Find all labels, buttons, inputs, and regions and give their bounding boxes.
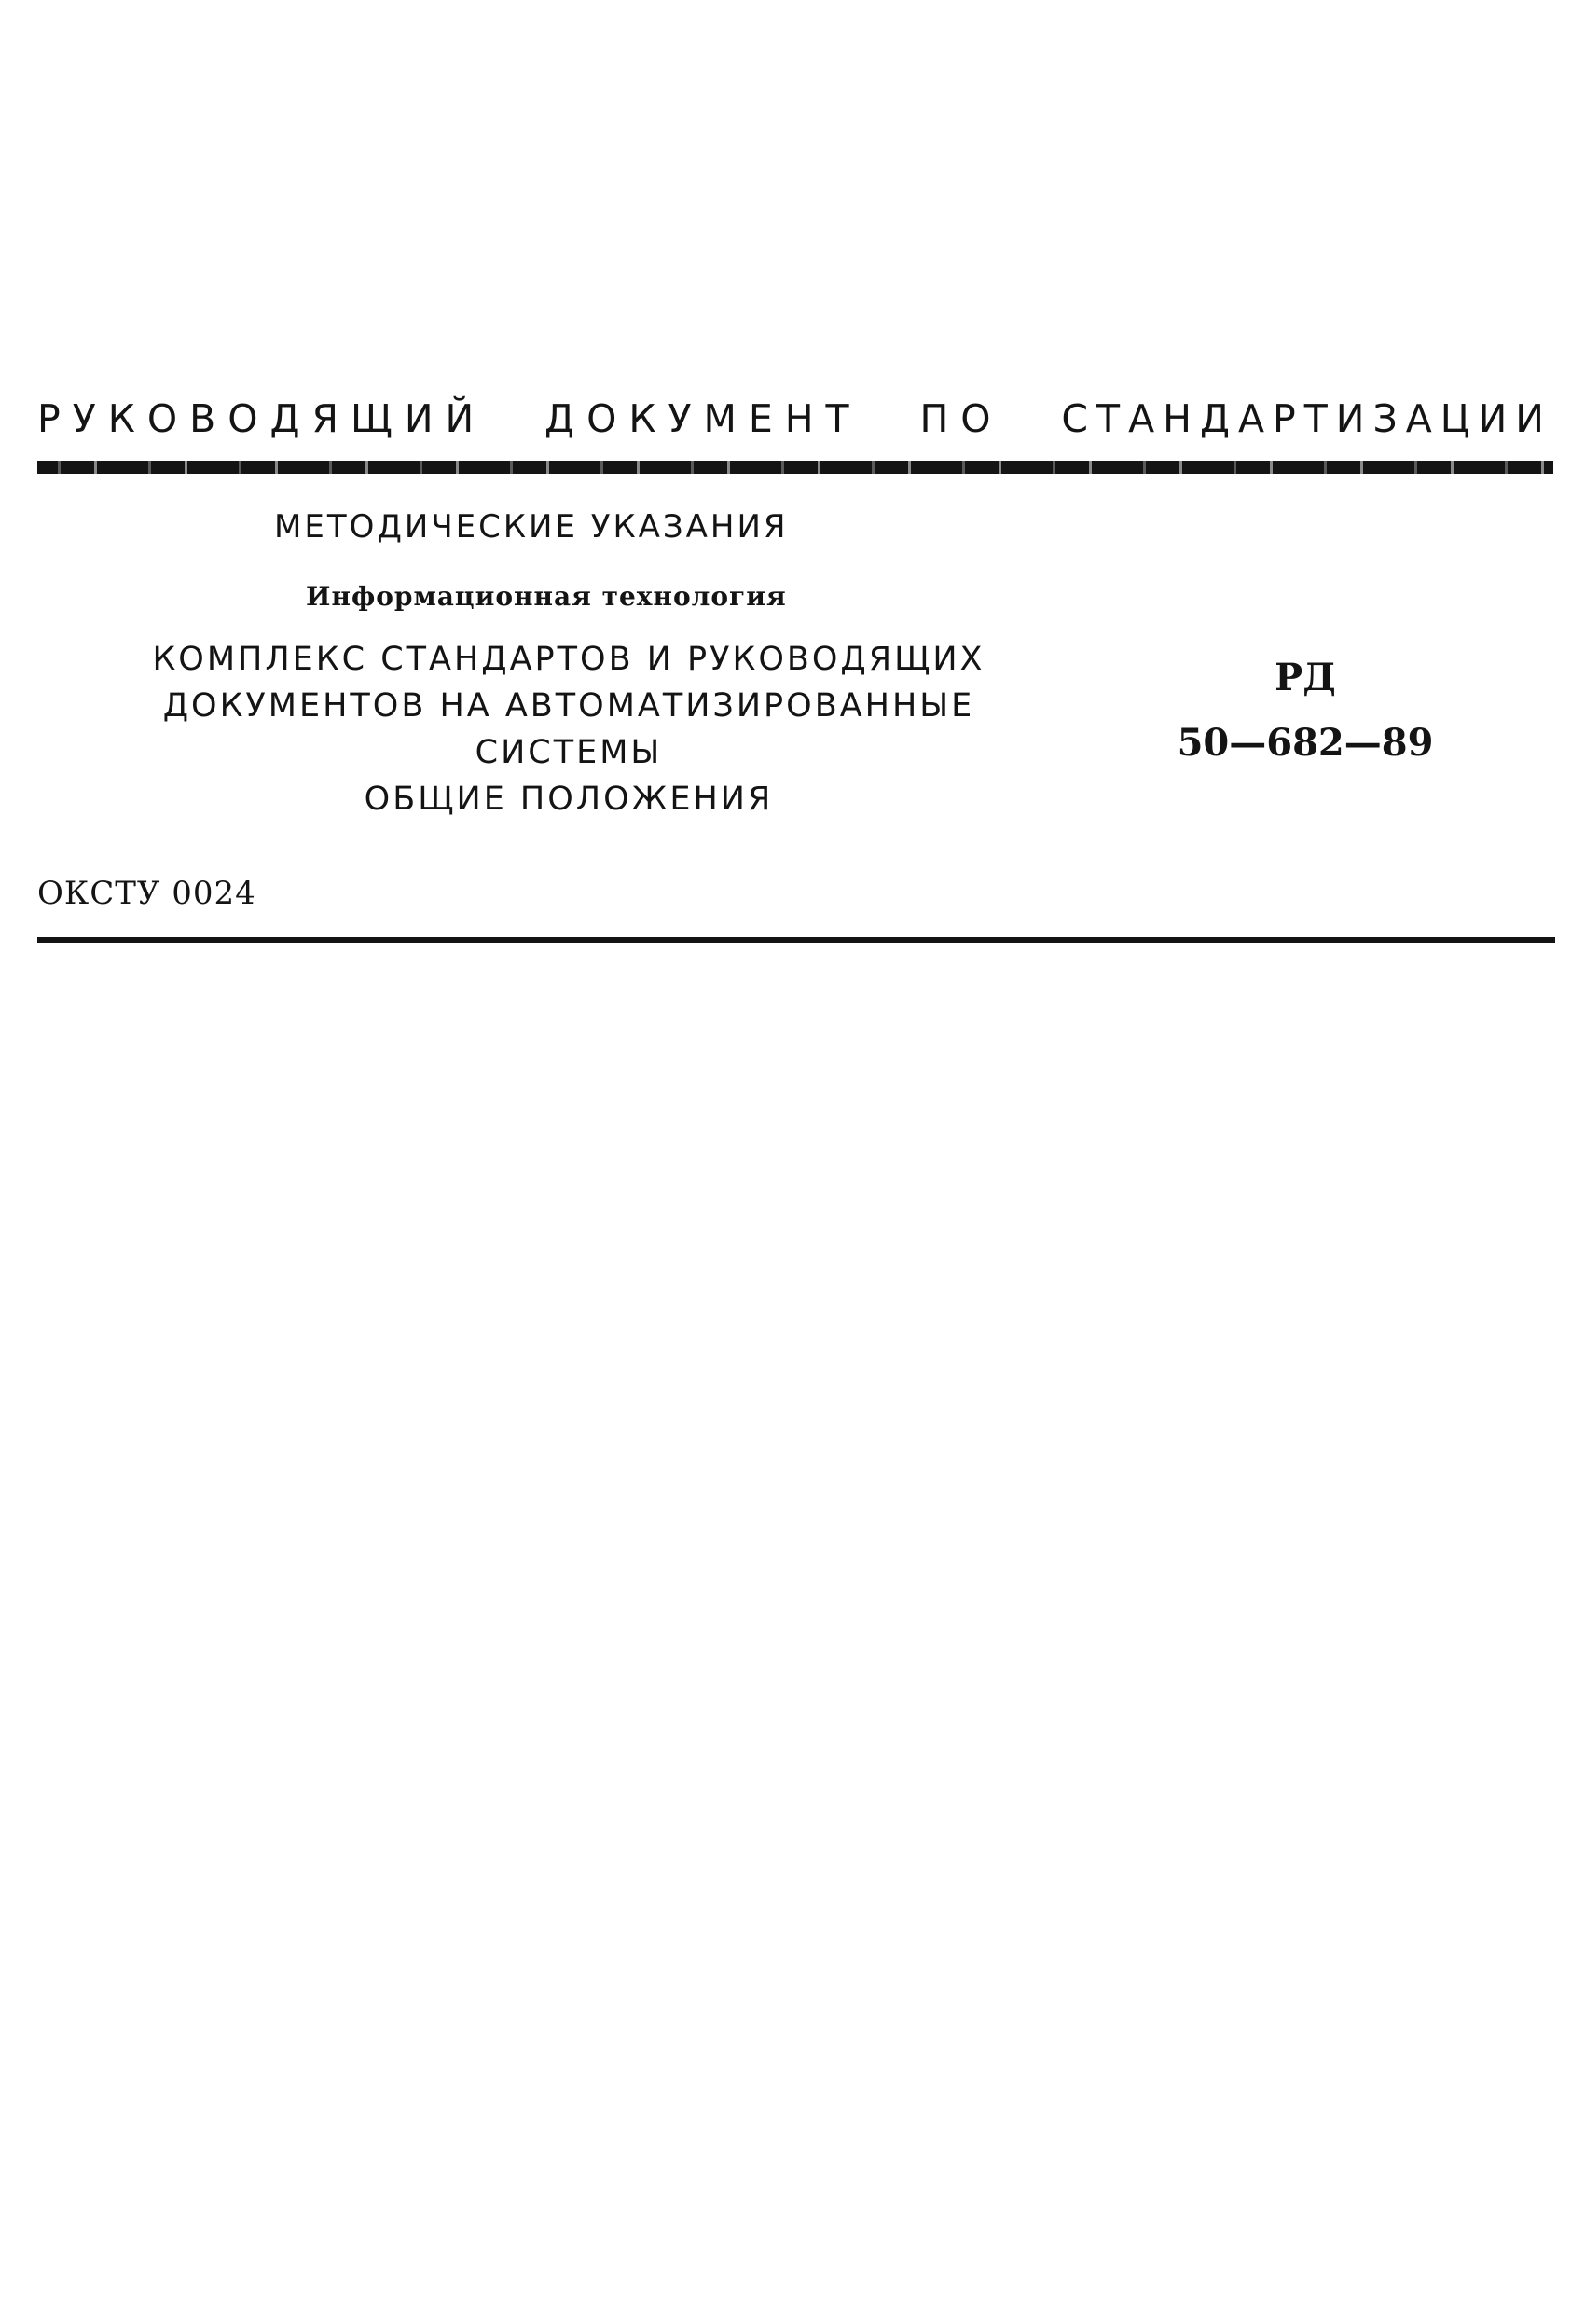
series-header-word: РУКОВОДЯЩИЙ bbox=[37, 396, 487, 441]
document-title bbox=[65, 636, 1072, 823]
document-code-prefix: РД bbox=[1275, 656, 1336, 699]
title-line: ОБЩИЕ ПОЛОЖЕНИЯ bbox=[364, 781, 774, 818]
series-header bbox=[37, 396, 1552, 441]
title-line: СИСТЕМЫ bbox=[475, 734, 663, 771]
document-code-number: 50—682—89 bbox=[1177, 721, 1434, 765]
document-category: МЕТОДИЧЕСКИЕ УКАЗАНИЯ bbox=[274, 508, 789, 546]
series-header-word: СТАНДАРТИЗАЦИИ bbox=[1061, 396, 1552, 441]
document-code bbox=[1165, 645, 1445, 776]
title-line: КОМПЛЕКС СТАНДАРТОВ И РУКОВОДЯЩИХ bbox=[152, 641, 985, 678]
header-divider bbox=[37, 461, 1553, 474]
title-line: ДОКУМЕНТОВ НА АВТОМАТИЗИРОВАННЫЕ bbox=[162, 687, 975, 725]
series-header-word: ДОКУМЕНТ bbox=[544, 396, 861, 441]
document-subtitle: Информационная технология bbox=[306, 581, 787, 612]
series-header-word: ПО bbox=[919, 396, 1003, 441]
okstu-code: ОКСТУ 0024 bbox=[37, 875, 256, 912]
bottom-divider bbox=[37, 937, 1555, 943]
